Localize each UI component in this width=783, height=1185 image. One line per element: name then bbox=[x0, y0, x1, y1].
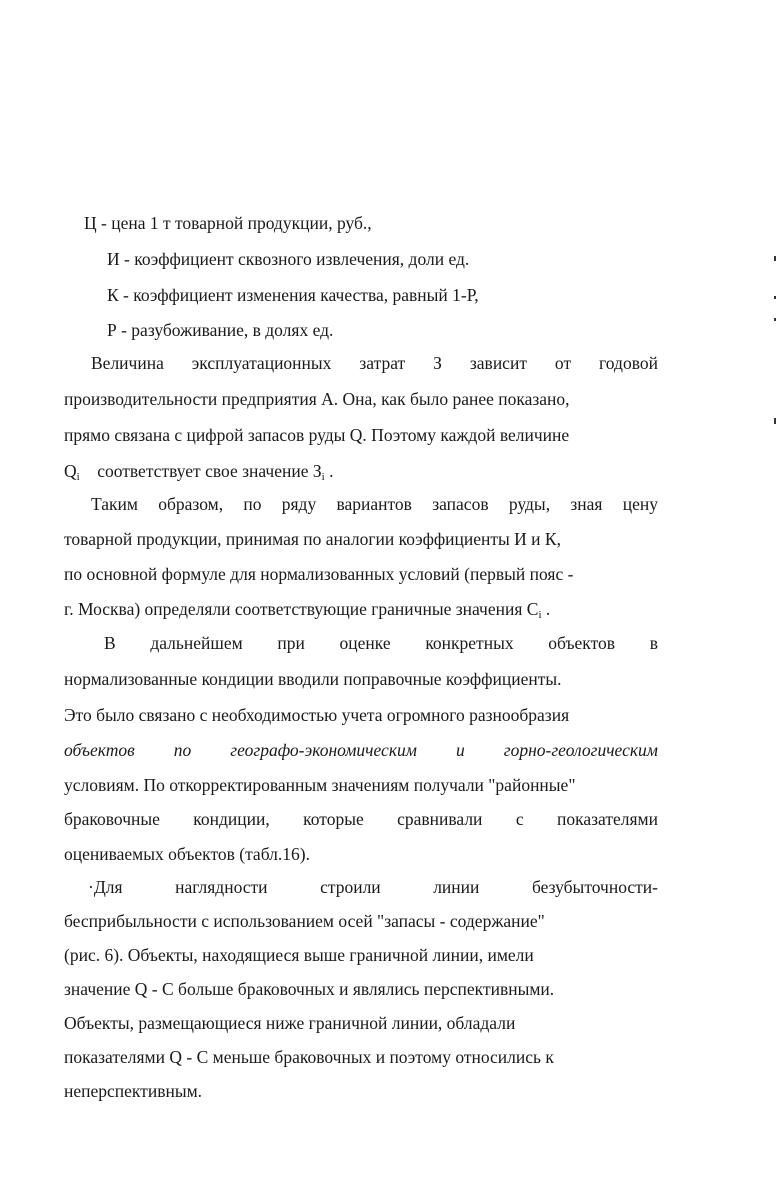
word: показателями bbox=[556, 809, 658, 829]
word: линии bbox=[433, 877, 480, 897]
word: оценке bbox=[339, 633, 391, 653]
word: З bbox=[433, 353, 442, 373]
paragraph-line bbox=[64, 598, 550, 626]
scan-speck bbox=[774, 256, 776, 261]
paragraph-line: показателями Q - С меньше браковочных и поэтому относились к bbox=[64, 1047, 554, 1067]
word: образом, bbox=[158, 494, 224, 514]
definition-line: К - коэффициент изменения качества, равный 1-Р, bbox=[107, 285, 479, 305]
word: объектов bbox=[64, 740, 135, 760]
word: В bbox=[104, 633, 116, 653]
word: ряду bbox=[281, 494, 317, 514]
word: с bbox=[515, 809, 524, 829]
word: строили bbox=[320, 877, 381, 897]
paragraph-line: оцениваемых объектов (табл.16). bbox=[64, 844, 310, 864]
word: наглядности bbox=[175, 877, 268, 897]
subscript: i bbox=[538, 609, 542, 621]
word: и bbox=[455, 740, 465, 760]
subscript: i bbox=[321, 471, 325, 483]
word: эксплуатационных bbox=[191, 353, 332, 373]
word: которые bbox=[303, 809, 364, 829]
paragraph-line: Это было связано с необходимостью учета огромного разнообразия bbox=[64, 705, 570, 725]
definition-line: Р - разубоживание, в долях ед. bbox=[107, 320, 334, 340]
line-end: . bbox=[541, 599, 551, 619]
line-end: . bbox=[324, 461, 334, 481]
word: сравнивали bbox=[397, 809, 483, 829]
word: географо-экономическим bbox=[230, 740, 417, 760]
word: Величина bbox=[91, 353, 164, 373]
paragraph-line: неперспективным. bbox=[64, 1081, 203, 1101]
definition-line: И - коэффициент сквозного извлечения, доли ед. bbox=[107, 249, 470, 269]
word: Таким bbox=[91, 494, 138, 514]
paragraph-line bbox=[104, 632, 658, 654]
scan-speck bbox=[774, 318, 776, 321]
paragraph-line: по основной формуле для нормализованных условий (первый пояс - bbox=[64, 564, 574, 584]
word: безубыточности- bbox=[531, 877, 658, 897]
word: от bbox=[554, 353, 572, 373]
word: по bbox=[243, 494, 262, 514]
word: горно-геологическим bbox=[503, 740, 658, 760]
word: ·Для bbox=[88, 877, 123, 897]
word: затрат bbox=[359, 353, 406, 373]
word: объектов bbox=[548, 633, 616, 653]
line-text: соответствует свое значение З bbox=[97, 461, 322, 481]
word: зная bbox=[570, 494, 603, 514]
paragraph-line: Объекты, размещающиеся ниже граничной линии, обладали bbox=[64, 1013, 516, 1033]
word: при bbox=[277, 633, 305, 653]
paragraph-line: прямо связана с цифрой запасов руды Q. Поэтому каждой величине bbox=[64, 425, 570, 445]
scan-speck bbox=[774, 296, 776, 299]
word: конкретных bbox=[425, 633, 514, 653]
variable-q: Q bbox=[64, 461, 77, 481]
paragraph-line bbox=[91, 352, 658, 374]
line-text: г. Москва) определяли соответствующие граничные значения C bbox=[64, 599, 539, 619]
paragraph-line: значение Q - С больше браковочных и являлись перспективными. bbox=[64, 979, 555, 999]
word: запасов bbox=[432, 494, 489, 514]
word: по bbox=[173, 740, 192, 760]
paragraph-line: производительности предприятия А. Она, как было ранее показано, bbox=[64, 389, 570, 409]
subscript: i bbox=[76, 471, 80, 483]
paragraph-line bbox=[64, 460, 333, 488]
paragraph-line bbox=[64, 808, 658, 830]
scan-speck bbox=[774, 418, 776, 424]
word: руды, bbox=[508, 494, 551, 514]
paragraph-line bbox=[64, 739, 658, 761]
word: вариантов bbox=[336, 494, 412, 514]
word: в bbox=[649, 633, 658, 653]
paragraph-line: условиям. По откорректированным значениям получали "районные" bbox=[64, 775, 576, 795]
word: годовой bbox=[599, 353, 658, 373]
word: дальнейшем bbox=[150, 633, 243, 653]
word: цену bbox=[622, 494, 658, 514]
word: кондиции, bbox=[193, 809, 270, 829]
paragraph-line: товарной продукции, принимая по аналогии коэффициенты И и К, bbox=[64, 529, 561, 549]
paragraph-line: бесприбыльности с использованием осей "запасы - содержание" bbox=[64, 911, 545, 931]
paragraph-line bbox=[91, 493, 658, 515]
paragraph-line bbox=[88, 876, 658, 898]
word: браковочные bbox=[64, 809, 160, 829]
definition-line: Ц - цена 1 т товарной продукции, руб., bbox=[84, 213, 372, 233]
paragraph-line: нормализованные кондиции вводили поправочные коэффициенты. bbox=[64, 669, 562, 689]
paragraph-line: (рис. 6). Объекты, находящиеся выше граничной линии, имели bbox=[64, 945, 534, 965]
word: зависит bbox=[469, 353, 527, 373]
